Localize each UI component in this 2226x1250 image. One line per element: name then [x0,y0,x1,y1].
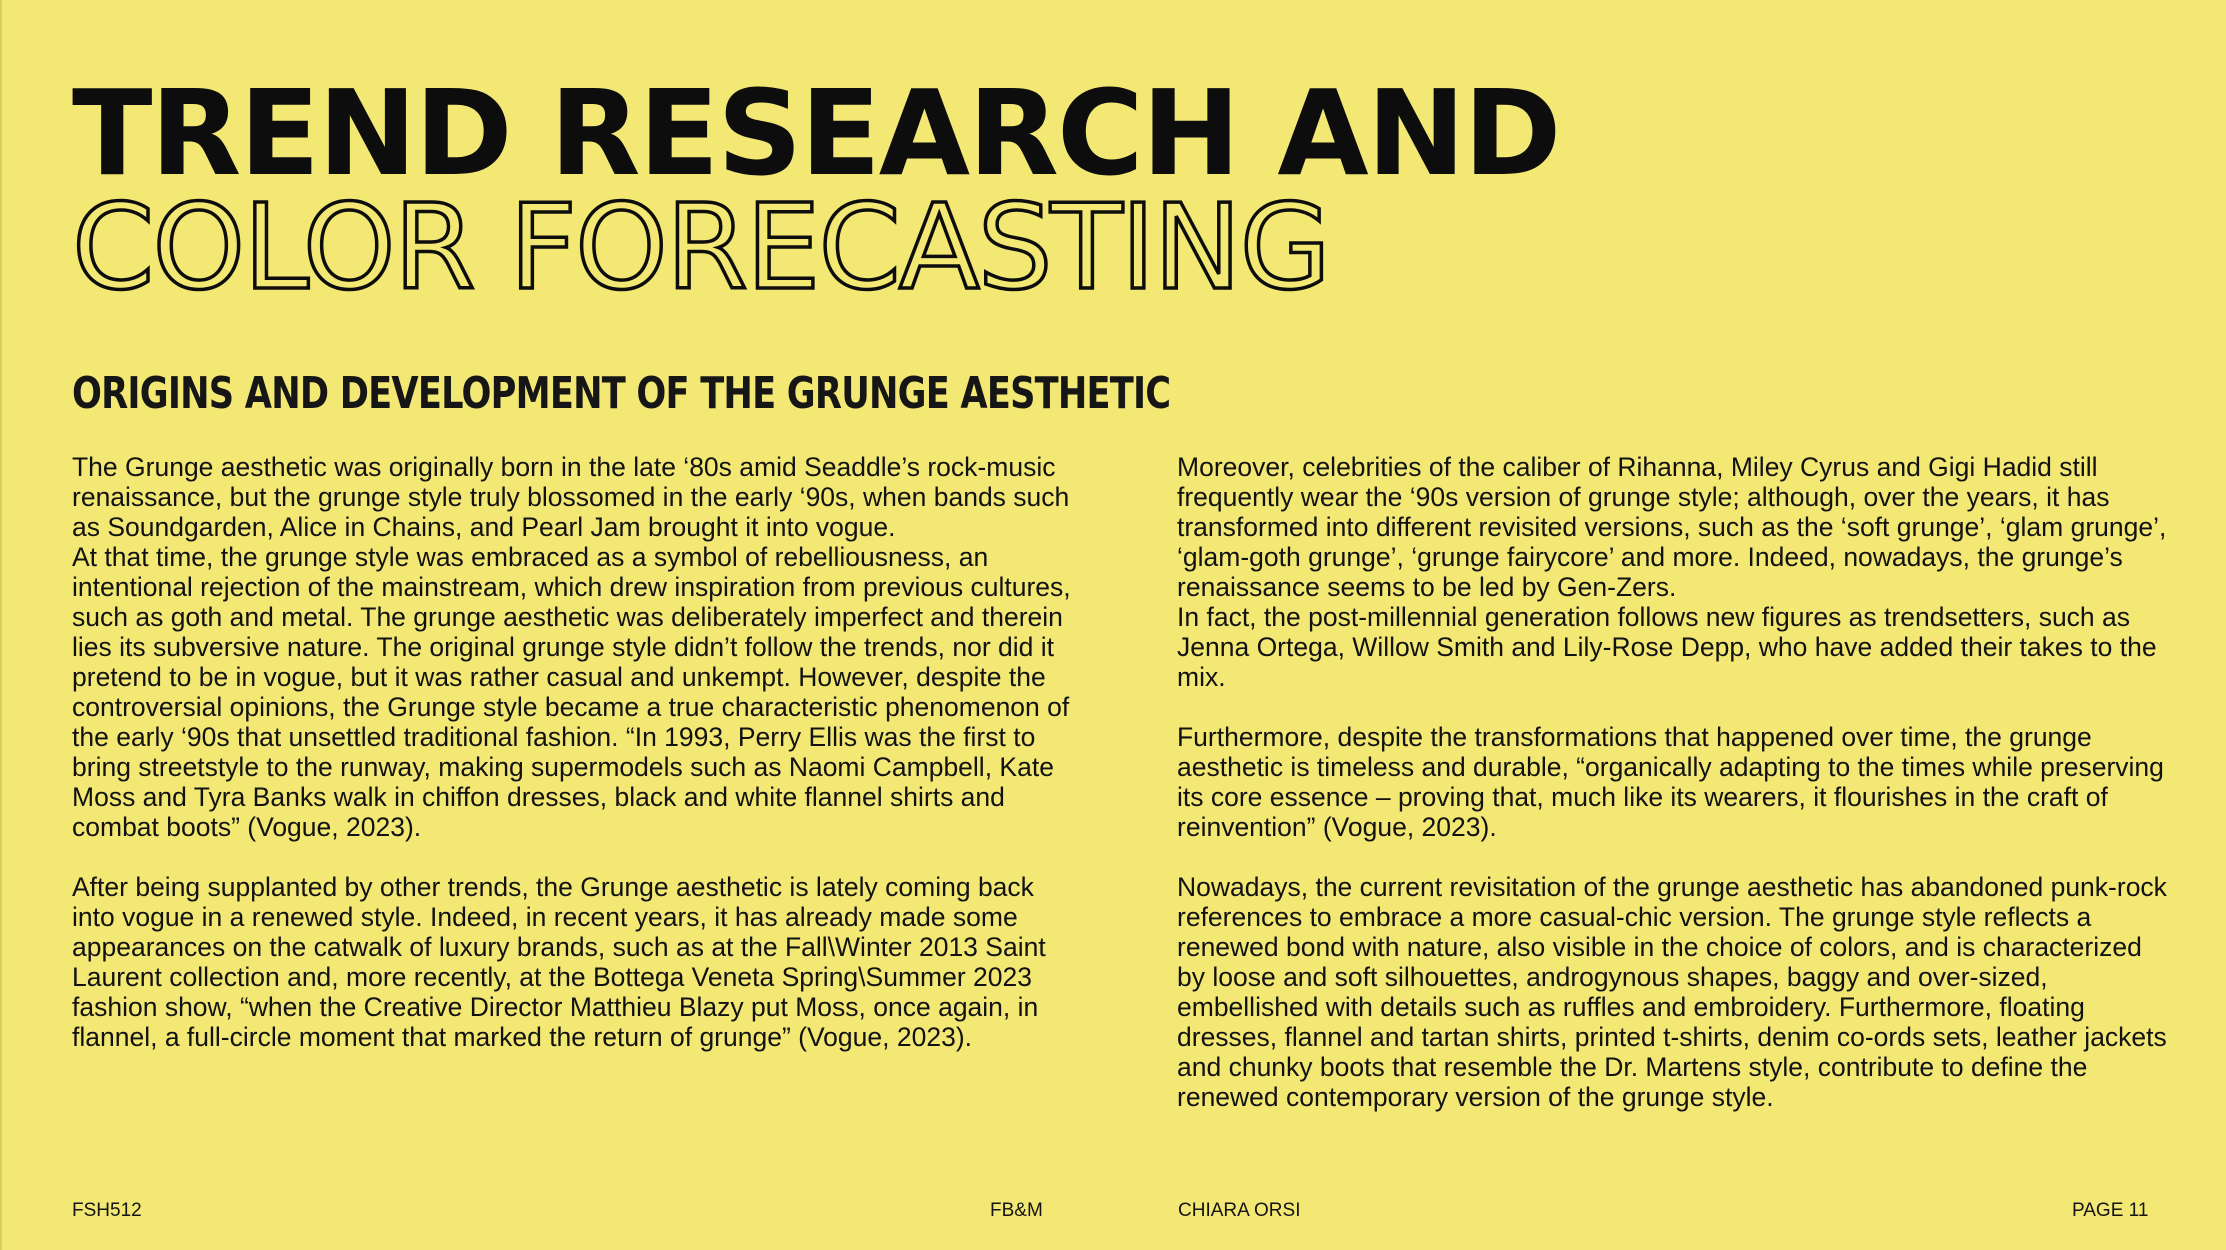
page-edge-divider [0,0,2,1250]
title-line-1: TREND RESEARCH AND [72,64,1560,202]
left-paragraph-3: After being supplanted by other trends, the Grunge aesthetic is lately coming back into vogue in a renewed style. Indeed, in recent years, it has already made some appearances on the catwalk of luxury brands, such as at the Fall\Winter 2013 Saint Laurent collection and, more recently, at the Bottega Veneta Spring\Summer 2023 fashion show, “when the Creative Director Matthieu Blazy put Moss, once again, in flannel, a full-circle moment that marked the return of grunge” (Vogue, 2023). [72,872,1046,1052]
right-paragraph-3: Furthermore, despite the transformations that happened over time, the grunge aesthetic is timeless and durable, “organically adapting to the times while preserving its core essence – proving that, much like its wearers, it flourishes in the craft of reinvention” (Vogue, 2023). [1177,722,2164,842]
right-text-column [1177,452,2177,1112]
right-paragraph-1: Moreover, celebrities of the caliber of Rihanna, Miley Cyrus and Gigi Hadid still frequently wear the ‘90s version of grunge style; although, over the years, it has transformed into different revisited versions, such as the ‘soft grunge’, ‘glam grunge’, ‘glam-goth grunge’, ‘grunge fairycore’ and more. Indeed, nowadays, the grunge’s renaissance seems to be led by Gen-Zers. [1177,452,2167,602]
footer-program: FB&M [990,1200,1043,1221]
footer-course-code: FSH512 [72,1200,142,1221]
footer-author: CHIARA ORSI [1178,1200,1301,1221]
left-paragraph-2: At that time, the grunge style was embraced as a symbol of rebelliousness, an intentional rejection of the mainstream, which drew inspiration from previous cultures, such as goth and metal. The grunge aesthetic was deliberately imperfect and therein lies its subversive nature. The original grunge style didn’t follow the trends, nor did it pretend to be in vogue, but it was rather casual and unkempt. However, despite the controversial opinions, the Grunge style became a true characteristic phenomenon of the early ‘90s that unsettled traditional fashion. “In 1993, Perry Ellis was the first to bring streetstyle to the runway, making supermodels such as Naomi Campbell, Kate Moss and Tyra Banks walk in chiffon dresses, black and white flannel shirts and combat boots” (Vogue, 2023). [72,542,1071,842]
footer-page-number: PAGE 11 [2072,1200,2149,1221]
right-paragraph-2: In fact, the post-millennial generation follows new figures as trendsetters, such as Jenna Ortega, Willow Smith and Lily-Rose Depp, who have added their takes to the mix. [1177,602,2157,692]
title-line-2-outlined: COLOR FORECASTING [72,178,1330,316]
section-subtitle: ORIGINS AND DEVELOPMENT OF THE GRUNGE AESTHETIC [72,368,1171,419]
right-paragraph-4: Nowadays, the current revisitation of the grunge aesthetic has abandoned punk-rock references to embrace a more casual-chic version. The grunge style reflects a renewed bond with nature, also visible in the choice of colors, and is characterized by loose and soft silhouettes, androgynous shapes, baggy and over-sized, embellished with details such as ruffles and embroidery. Furthermore, floating dresses, flannel and tartan shirts, printed t-shirts, denim co-ords sets, leather jackets and chunky boots that resemble the Dr. Martens style, contribute to define the renewed contemporary version of the grunge style. [1177,872,2167,1112]
left-text-column [72,452,1072,1052]
left-paragraph-1: The Grunge aesthetic was originally born in the late ‘80s amid Seaddle’s rock-music renaissance, but the grunge style truly blossomed in the early ‘90s, when bands such as Soundgarden, Alice in Chains, and Pearl Jam brought it into vogue. [72,452,1070,542]
